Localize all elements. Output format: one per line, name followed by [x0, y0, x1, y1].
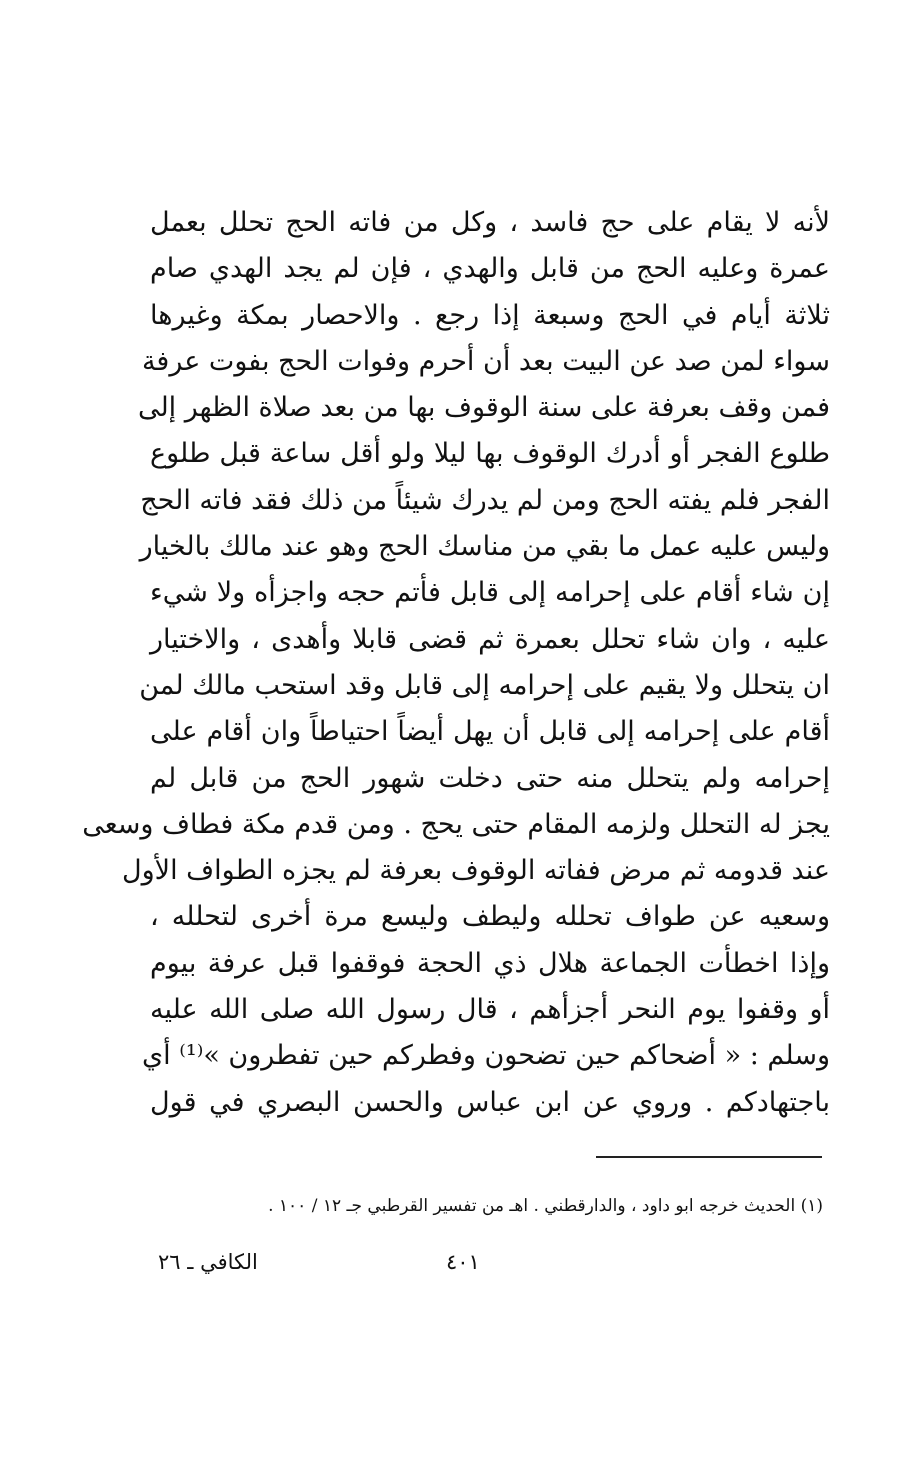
text-line: الفجر فلم يفته الحج ومن لم يدرك شيئاً من ذلك فقد فاته الحج [140, 484, 830, 516]
footnote-divider [596, 1156, 822, 1158]
text-line: فمن وقف بعرفة على سنة الوقوف بها من بعد صلاة الظهر إلى [137, 392, 830, 424]
text-line: وليس عليه عمل ما بقي من مناسك الحج وهو عند مالك بالخيار [139, 531, 830, 563]
page-number: ٤٠١ [446, 1250, 480, 1274]
text-line: لأنه لا يقام على حج فاسد ، وكل من فاته الحج تحلل بعمل [150, 207, 830, 238]
text-line: وسعيه عن طواف تحلله وليطف وليسع مرة أخرى لتحلله ، [150, 901, 830, 933]
footnote: (١) الحديث خرجه ابو داود ، والدارقطني . اهـ من تفسير القرطبي جـ ١٢ / ١٠٠ . [268, 1196, 823, 1216]
text-line: أقام على إحرامه إلى قابل أن يهل أيضاً احتياطاً وان أقام على [150, 716, 830, 748]
text-line: أو وقفوا يوم النحر أجزأهم ، قال رسول الله صلى الله عليه [150, 994, 830, 1026]
text-line: عمرة وعليه الحج من قابل والهدي ، فإن لم يجد الهدي صام [150, 253, 830, 285]
text-line: سواء لمن صد عن البيت بعد أن أحرم وفوات الحج بفوت عرفة [141, 345, 830, 377]
text-line: وسلم : « أضحاكم حين تضحون وفطركم حين تفطرون »⁽¹⁾ أي [142, 1040, 830, 1072]
text-line: عليه ، وان شاء تحلل بعمرة ثم قضى قابلا وأهدى ، والاختيار [150, 623, 830, 655]
text-line: يجز له التحلل ولزمه المقام حتى يحج . ومن قدم مكة فطاف وسعى [82, 808, 830, 840]
text-line: ثلاثة أيام في الحج وسبعة إذا رجع . والاحصار بمكة وغيرها [150, 299, 830, 331]
text-line: إحرامه ولم يتحلل منه حتى دخلت شهور الحج من قابل لم [150, 762, 830, 794]
text-line: باجتهادكم . وروي عن ابن عباس والحسن البصري في قول [150, 1086, 830, 1118]
text-line: طلوع الفجر أو أدرك الوقوف بها ليلا ولو أقل ساعة قبل طلوع [150, 438, 830, 470]
footer-book-title: الكافي ـ ٢٦ [158, 1250, 258, 1274]
text-line: عند قدومه ثم مرض ففاته الوقوف بعرفة لم يجزه الطواف الأول [122, 855, 830, 887]
text-line: ان يتحلل ولا يقيم على إحرامه إلى قابل وقد استحب مالك لمن [139, 669, 830, 701]
text-line: وإذا اخطأت الجماعة هلال ذي الحجة فوقفوا قبل عرفة بيوم [150, 947, 830, 979]
text-line: إن شاء أقام على إحرامه إلى قابل فأتم حجه واجزأه ولا شيء [150, 577, 830, 609]
main-text [82, 200, 830, 1126]
